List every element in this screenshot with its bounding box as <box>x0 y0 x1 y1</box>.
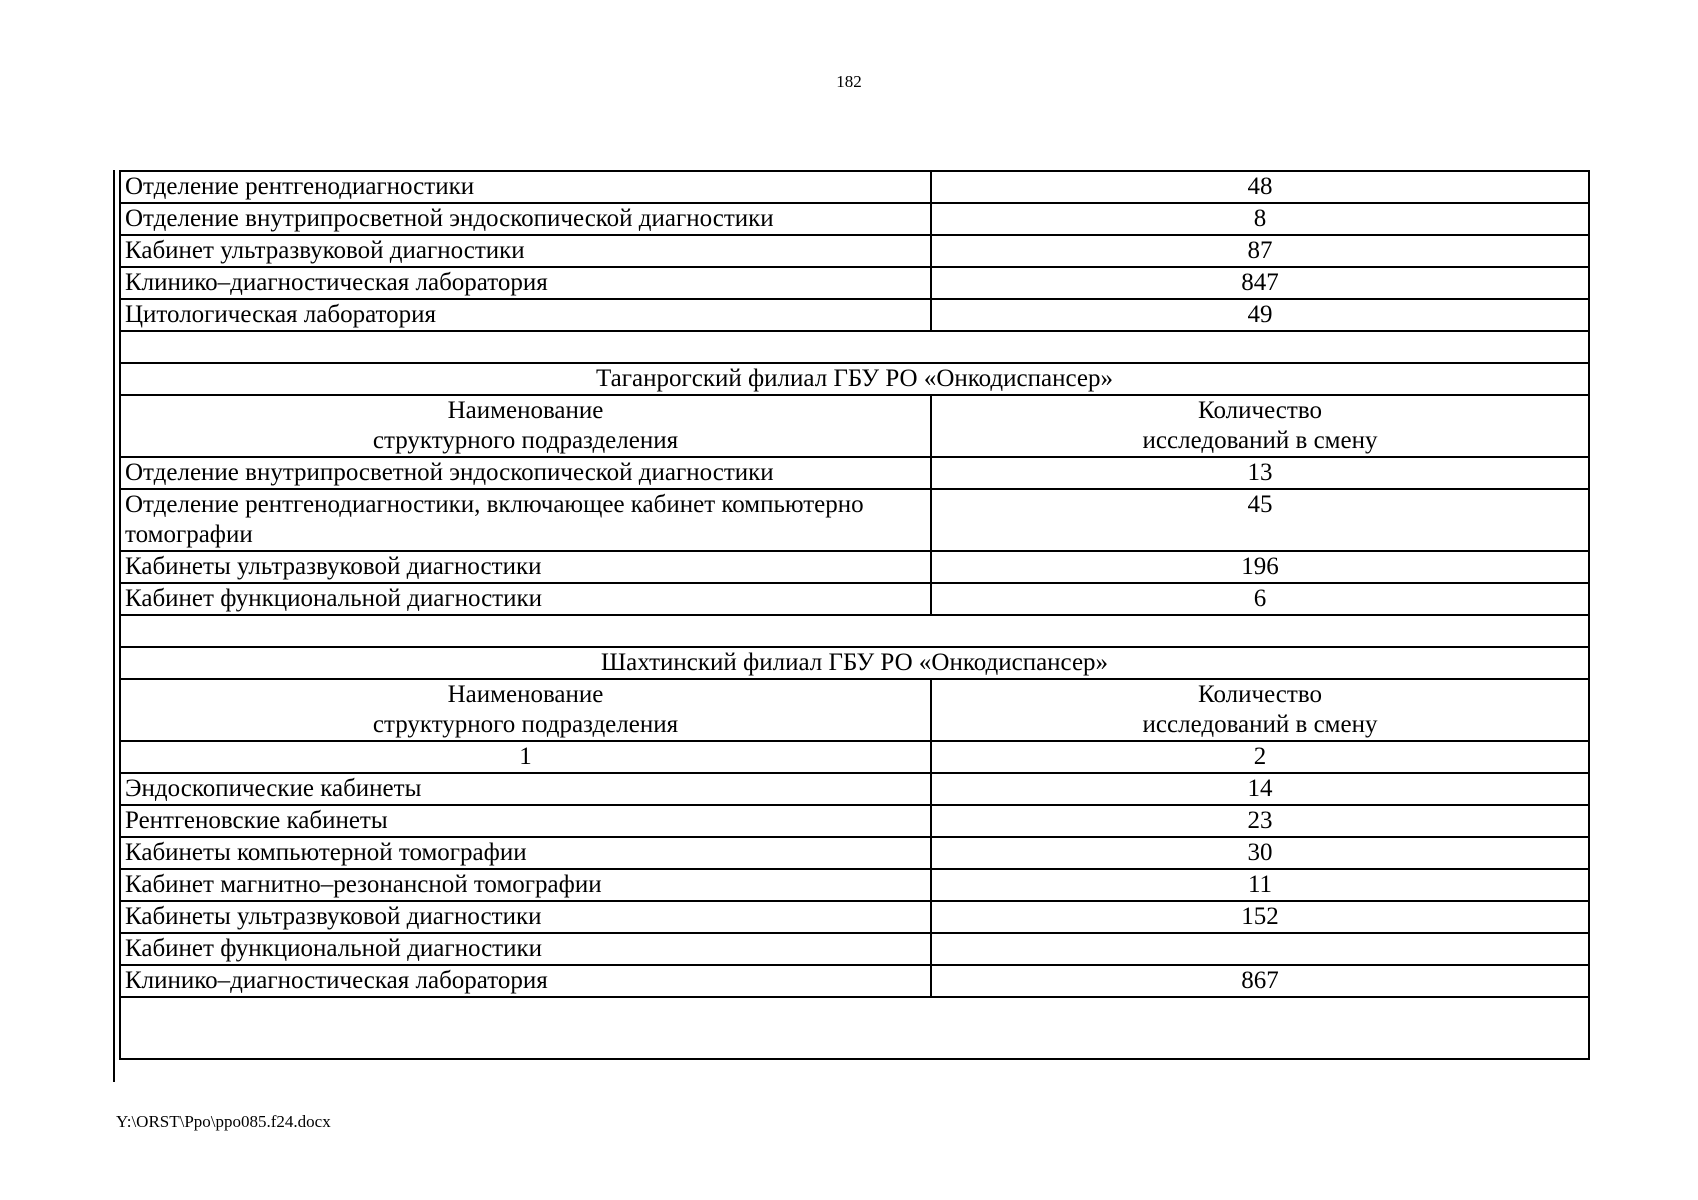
count-cell: 30 <box>931 837 1589 869</box>
table-row <box>120 203 1589 235</box>
count-cell: 8 <box>931 203 1589 235</box>
header-line: Количество <box>1198 397 1322 424</box>
count-cell: 867 <box>931 965 1589 997</box>
blank-row <box>120 997 1589 1059</box>
table-row <box>120 171 1589 203</box>
table-row <box>120 837 1589 869</box>
unit-name-cell: Эндоскопические кабинеты <box>120 773 931 805</box>
footer-file-path: Y:\ORST\Ppo\ppo085.f24.docx <box>116 1112 331 1131</box>
page-number: 182 <box>836 72 862 91</box>
header-line: исследований в смену <box>1142 711 1378 738</box>
table-row <box>120 457 1589 489</box>
unit-name-cell: Цитологическая лаборатория <box>120 299 931 331</box>
column-header-name <box>120 395 931 457</box>
section-title-row <box>120 363 1589 395</box>
count-cell <box>931 933 1589 965</box>
header-line: структурного подразделения <box>372 427 679 454</box>
column-header-count <box>931 395 1589 457</box>
stats-table <box>119 170 1590 1060</box>
table-row <box>120 965 1589 997</box>
table-row <box>120 869 1589 901</box>
unit-name-cell: Рентгеновские кабинеты <box>120 805 931 837</box>
table-row <box>120 489 1589 551</box>
document-table <box>113 170 1588 1082</box>
count-cell: 847 <box>931 267 1589 299</box>
table-row <box>120 773 1589 805</box>
table-row <box>120 267 1589 299</box>
header-row <box>120 395 1589 457</box>
header-line: Наименование <box>447 681 604 708</box>
blank-cell <box>120 331 1589 363</box>
unit-name-cell: Клинико–диагностическая лаборатория <box>120 965 931 997</box>
unit-name-cell: Отделение рентгенодиагностики <box>120 171 931 203</box>
unit-name-cell: Отделение внутрипросветной эндоскопической диагностики <box>120 203 931 235</box>
table-row <box>120 901 1589 933</box>
column-header-count <box>931 679 1589 741</box>
count-cell: 45 <box>931 489 1589 551</box>
unit-name-cell: Кабинеты ультразвуковой диагностики <box>120 901 931 933</box>
header-line: Количество <box>1198 681 1322 708</box>
blank-row <box>120 615 1589 647</box>
header-row <box>120 679 1589 741</box>
table-outer-border <box>113 170 115 1082</box>
unit-name-cell: Кабинет функциональной диагностики <box>120 583 931 615</box>
count-cell: 49 <box>931 299 1589 331</box>
count-cell: 48 <box>931 171 1589 203</box>
column-number-cell: 2 <box>931 741 1589 773</box>
header-line: исследований в смену <box>1142 427 1378 454</box>
unit-name-cell: Кабинеты ультразвуковой диагностики <box>120 551 931 583</box>
table-row <box>120 583 1589 615</box>
unit-name-cell: Клинико–диагностическая лаборатория <box>120 267 931 299</box>
blank-cell <box>120 997 1589 1059</box>
header-line: Наименование <box>447 397 604 424</box>
table-row <box>120 805 1589 837</box>
column-number-row <box>120 741 1589 773</box>
table-row <box>120 299 1589 331</box>
unit-name-cell: Кабинет функциональной диагностики <box>120 933 931 965</box>
count-cell: 152 <box>931 901 1589 933</box>
unit-name-cell: Отделение внутрипросветной эндоскопической диагностики <box>120 457 931 489</box>
blank-row <box>120 331 1589 363</box>
table-row <box>120 933 1589 965</box>
count-cell: 6 <box>931 583 1589 615</box>
unit-name-cell: Кабинет ультразвуковой диагностики <box>120 235 931 267</box>
count-cell: 87 <box>931 235 1589 267</box>
unit-name-cell: Кабинеты компьютерной томографии <box>120 837 931 869</box>
section-title-shakhty: Шахтинский филиал ГБУ РО «Онкодиспансер» <box>120 647 1589 679</box>
table-row <box>120 235 1589 267</box>
column-number-cell: 1 <box>120 741 931 773</box>
count-cell: 14 <box>931 773 1589 805</box>
unit-name-cell: Отделение рентгенодиагностики, включающее кабинет компьютерно томографии <box>120 489 931 551</box>
section-title-row <box>120 647 1589 679</box>
blank-cell <box>120 615 1589 647</box>
count-cell: 13 <box>931 457 1589 489</box>
count-cell: 196 <box>931 551 1589 583</box>
table-row <box>120 551 1589 583</box>
unit-name-cell: Кабинет магнитно–резонансной томографии <box>120 869 931 901</box>
count-cell: 23 <box>931 805 1589 837</box>
column-header-name <box>120 679 931 741</box>
header-line: структурного подразделения <box>372 711 679 738</box>
count-cell: 11 <box>931 869 1589 901</box>
section-title-taganrog: Таганрогский филиал ГБУ РО «Онкодиспансер» <box>120 363 1589 395</box>
